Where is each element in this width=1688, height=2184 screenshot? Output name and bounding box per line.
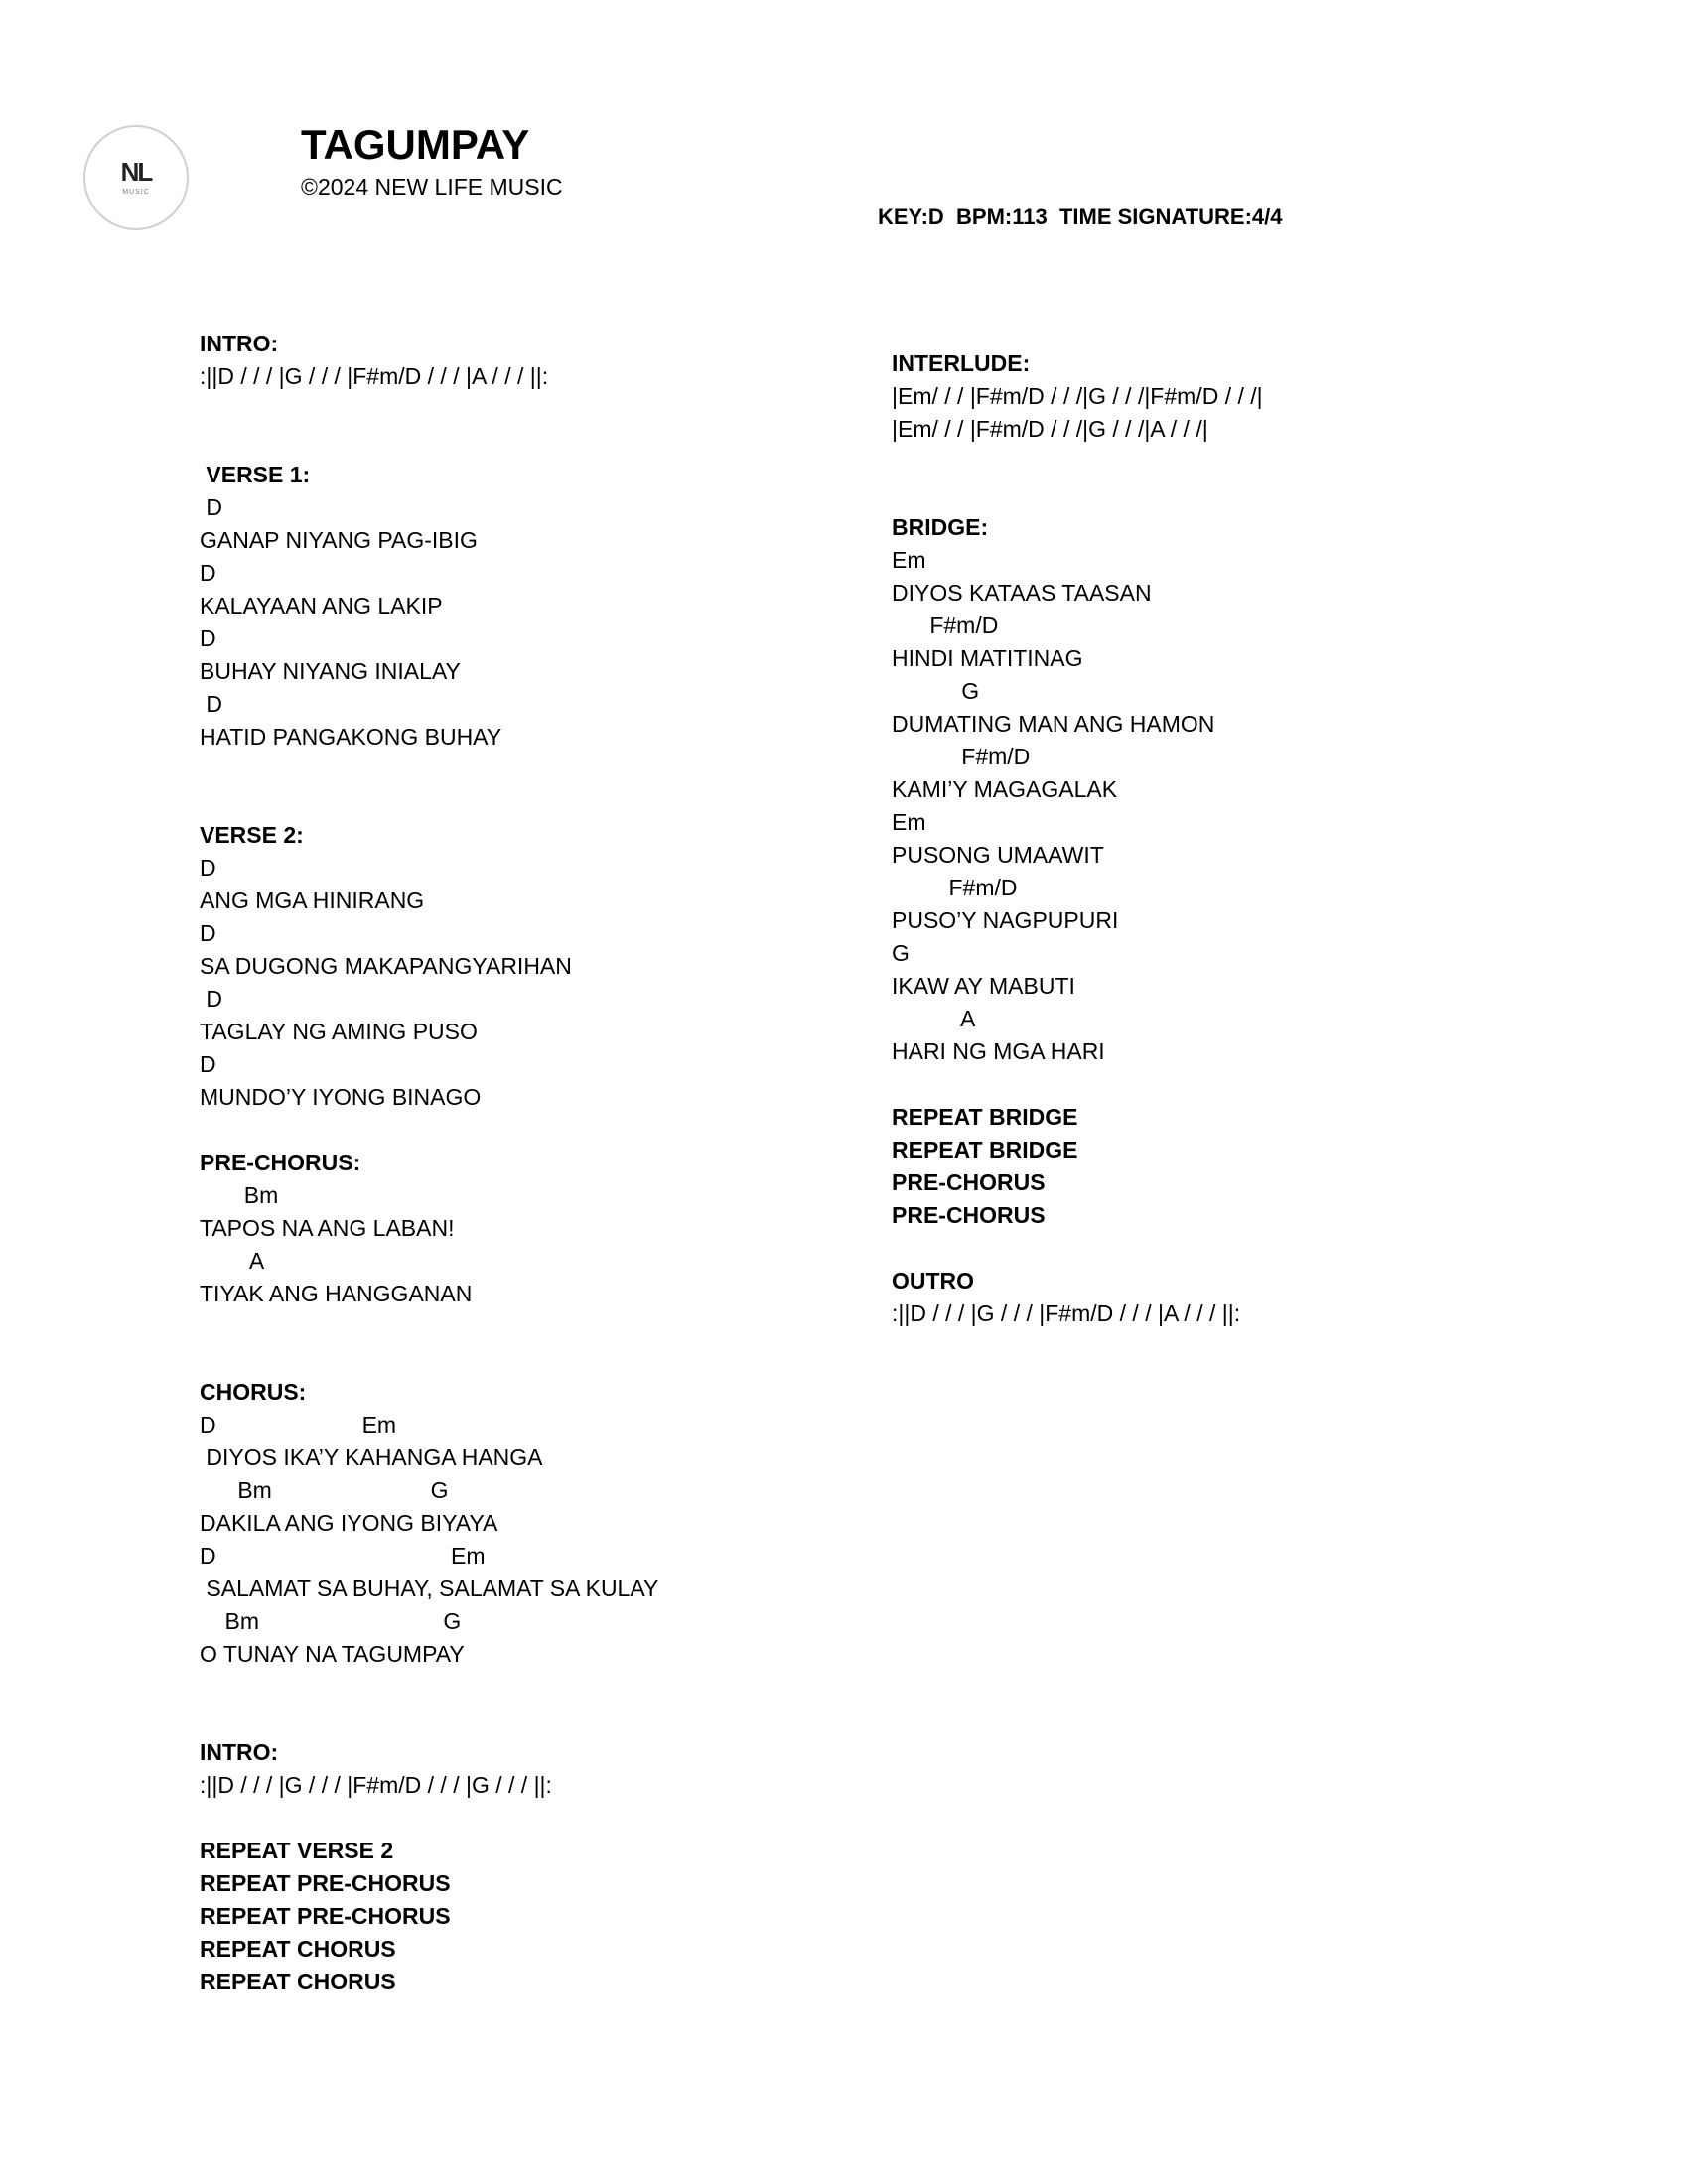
song-meta: KEY:D BPM:113 TIME SIGNATURE:4/4 xyxy=(878,205,1283,229)
chord-line: G xyxy=(892,678,980,704)
lyric-line: :||D / / / |G / / / |F#m/D / / / |A / / / ||: xyxy=(200,363,549,389)
lyric-line: :||D / / / |G / / / |F#m/D / / / |G / / / ||: xyxy=(200,1772,552,1798)
chord-line: D xyxy=(200,494,222,520)
logo-subtitle: MUSIC xyxy=(122,189,150,196)
lyric-line: |Em/ / / |F#m/D / / /|G / / /|A / / /| xyxy=(892,416,1208,442)
chord-line: D xyxy=(200,691,222,717)
left-column xyxy=(200,328,875,1998)
chord-line: D xyxy=(200,920,216,946)
section-heading: CHORUS: xyxy=(200,1379,307,1405)
chord-line: Em xyxy=(892,809,926,835)
section-heading: REPEAT BRIDGE xyxy=(892,1137,1078,1162)
song-title: TAGUMPAY xyxy=(301,121,530,168)
spacer xyxy=(200,1343,875,1376)
chord-line: D Em xyxy=(200,1543,486,1569)
chord-line: D xyxy=(200,855,216,881)
spacer xyxy=(200,753,875,786)
lyric-line: IKAW AY MABUTI xyxy=(892,973,1075,999)
lyric-line: KALAYAAN ANG LAKIP xyxy=(200,593,443,618)
chord-line: Em xyxy=(892,547,926,573)
logo xyxy=(83,125,189,230)
lyric-line: TAPOS NA ANG LABAN! xyxy=(200,1215,455,1241)
spacer xyxy=(892,446,1567,478)
chord-line: Bm G xyxy=(200,1477,449,1503)
chord-line: Bm G xyxy=(200,1608,462,1634)
spacer xyxy=(892,1232,1567,1265)
chord-line: D xyxy=(200,1051,216,1077)
section-heading: REPEAT VERSE 2 xyxy=(200,1838,394,1863)
chord-line: G xyxy=(892,940,910,966)
section-heading: REPEAT CHORUS xyxy=(200,1969,396,1994)
lyric-line: DAKILA ANG IYONG BIYAYA xyxy=(200,1510,498,1536)
section-heading: REPEAT PRE-CHORUS xyxy=(200,1903,451,1929)
lyric-line: ANG MGA HINIRANG xyxy=(200,887,425,913)
copyright: ©2024 NEW LIFE MUSIC xyxy=(301,174,563,200)
section-heading: REPEAT PRE-CHORUS xyxy=(200,1870,451,1896)
spacer xyxy=(892,478,1567,511)
lyric-line: HINDI MATITINAG xyxy=(892,645,1083,671)
spacer xyxy=(200,786,875,819)
chord-line: D Em xyxy=(200,1412,397,1437)
spacer xyxy=(200,1704,875,1736)
chord-line: D xyxy=(200,986,222,1012)
section-heading: PRE-CHORUS xyxy=(892,1169,1046,1195)
chord-line: D xyxy=(200,560,216,586)
lyric-line: DIYOS IKA’Y KAHANGA HANGA xyxy=(200,1444,543,1470)
spacer xyxy=(200,1802,875,1835)
lyric-line: TIYAK ANG HANGGANAN xyxy=(200,1281,473,1306)
lyric-line: DUMATING MAN ANG HAMON xyxy=(892,711,1215,737)
spacer xyxy=(892,1068,1567,1101)
chord-line: D xyxy=(200,625,216,651)
spacer xyxy=(200,393,875,426)
section-heading: BRIDGE: xyxy=(892,514,989,540)
spacer xyxy=(200,426,875,459)
chord-line: A xyxy=(892,1006,976,1031)
section-heading: PRE-CHORUS: xyxy=(200,1150,361,1175)
logo-mark: NL xyxy=(120,157,152,187)
section-heading: INTRO: xyxy=(200,1739,279,1765)
lyric-line: O TUNAY NA TAGUMPAY xyxy=(200,1641,465,1667)
section-heading: PRE-CHORUS xyxy=(892,1202,1046,1228)
lyric-line: DIYOS KATAAS TAASAN xyxy=(892,580,1152,606)
lyric-line: TAGLAY NG AMING PUSO xyxy=(200,1019,478,1044)
lyric-line: GANAP NIYANG PAG-IBIG xyxy=(200,527,478,553)
section-heading: REPEAT BRIDGE xyxy=(892,1104,1078,1130)
chord-line: F#m/D xyxy=(892,875,1018,900)
lyric-line: :||D / / / |G / / / |F#m/D / / / |A / / / ||: xyxy=(892,1300,1241,1326)
lyric-line: |Em/ / / |F#m/D / / /|G / / /|F#m/D / / /| xyxy=(892,383,1263,409)
spacer xyxy=(200,1310,875,1343)
lyric-line: HATID PANGAKONG BUHAY xyxy=(200,724,502,750)
section-heading: REPEAT CHORUS xyxy=(200,1936,396,1962)
lyric-line: MUNDO’Y IYONG BINAGO xyxy=(200,1084,482,1110)
chord-line: F#m/D xyxy=(892,744,1031,769)
spacer xyxy=(200,1114,875,1147)
spacer xyxy=(200,1671,875,1704)
lyric-line: KAMI’Y MAGAGALAK xyxy=(892,776,1118,802)
right-column xyxy=(892,347,1567,1330)
section-heading: INTRO: xyxy=(200,331,279,356)
section-heading: OUTRO xyxy=(892,1268,975,1294)
lyric-line: HARI NG MGA HARI xyxy=(892,1038,1105,1064)
lyric-line: PUSONG UMAAWIT xyxy=(892,842,1104,868)
chord-line: A xyxy=(200,1248,265,1274)
lyric-line: PUSO’Y NAGPUPURI xyxy=(892,907,1119,933)
section-heading: INTERLUDE: xyxy=(892,350,1031,376)
section-heading: VERSE 2: xyxy=(200,822,304,848)
lyric-line: BUHAY NIYANG INIALAY xyxy=(200,658,461,684)
section-heading: VERSE 1: xyxy=(200,462,311,487)
lyric-line: SALAMAT SA BUHAY, SALAMAT SA KULAY xyxy=(200,1575,659,1601)
chord-line: F#m/D xyxy=(892,613,999,638)
lyric-line: SA DUGONG MAKAPANGYARIHAN xyxy=(200,953,572,979)
chord-line: Bm xyxy=(200,1182,279,1208)
